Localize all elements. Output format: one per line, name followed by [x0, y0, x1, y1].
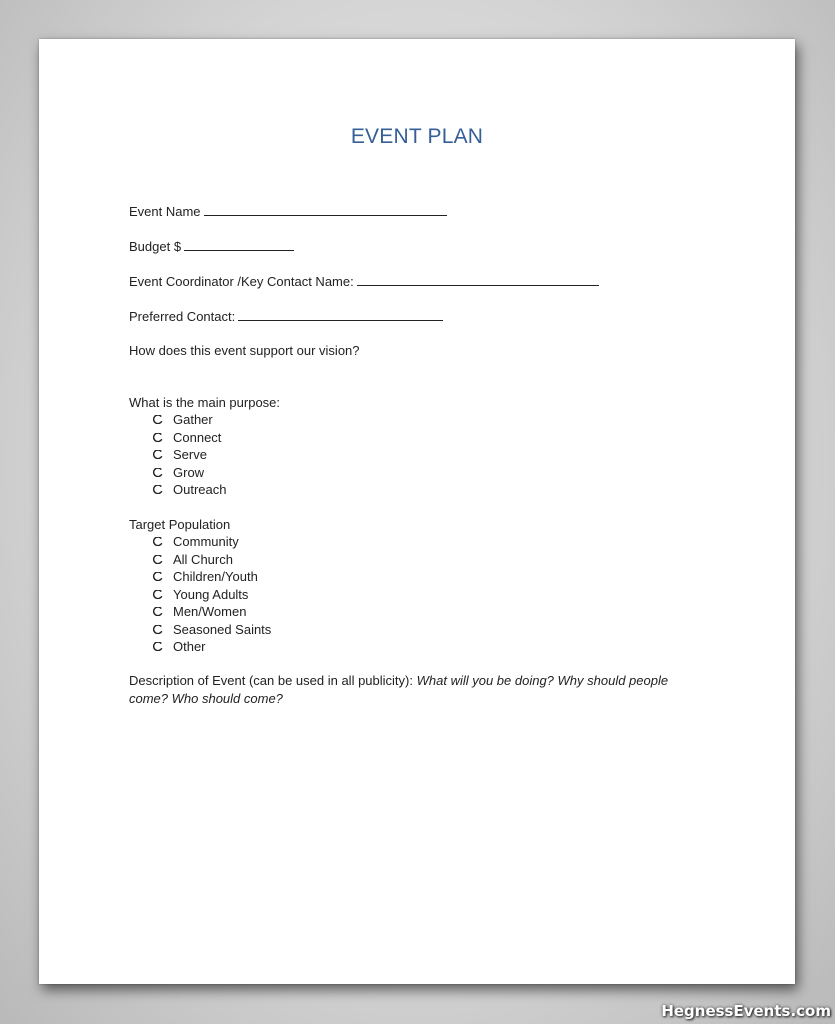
radio-icon: [152, 607, 163, 616]
budget-field: [129, 238, 294, 254]
budget-label: Budget $: [129, 239, 182, 254]
coordinator-blank[interactable]: [357, 273, 599, 286]
radio-icon: [152, 415, 163, 424]
event-name-blank[interactable]: [204, 203, 447, 216]
vision-question: How does this event support our vision?: [129, 343, 360, 358]
description-prompt: What will you be doing? Why should people come? Who should come?: [129, 673, 669, 706]
document-page: [39, 39, 795, 984]
target-option[interactable]: Children/Youth: [152, 568, 271, 586]
radio-icon: [152, 537, 163, 546]
radio-icon: [152, 590, 163, 599]
target-options: [152, 533, 271, 656]
coordinator-field: [129, 273, 599, 289]
radio-icon: [152, 642, 163, 651]
purpose-option[interactable]: Grow: [152, 464, 226, 482]
radio-icon: [152, 572, 163, 581]
event-description: [129, 672, 669, 707]
purpose-heading: What is the main purpose:: [129, 395, 281, 410]
radio-icon: [152, 433, 163, 442]
coordinator-label: Event Coordinator /Key Contact Name:: [129, 274, 354, 289]
event-name-field: [129, 203, 447, 219]
event-name-label: Event Name: [129, 204, 201, 219]
description-label: Description of Event (can be used in all publicity):: [129, 673, 413, 688]
target-heading: Target Population: [129, 517, 231, 532]
purpose-option[interactable]: Connect: [152, 429, 226, 447]
purpose-option[interactable]: Serve: [152, 446, 226, 464]
radio-icon: [152, 468, 163, 477]
preferred-contact-label: Preferred Contact:: [129, 309, 236, 324]
page-title: EVENT PLAN: [350, 125, 484, 148]
radio-icon: [152, 485, 163, 494]
budget-blank[interactable]: [184, 238, 294, 251]
radio-icon: [152, 555, 163, 564]
target-option[interactable]: Young Adults: [152, 586, 271, 604]
preferred-contact-field: [129, 308, 443, 324]
purpose-option[interactable]: Outreach: [152, 481, 226, 499]
purpose-option[interactable]: Gather: [152, 411, 226, 429]
target-option[interactable]: Men/Women: [152, 603, 271, 621]
target-option[interactable]: Seasoned Saints: [152, 621, 271, 639]
purpose-options: [152, 411, 226, 499]
target-option[interactable]: Other: [152, 638, 271, 656]
radio-icon: [152, 450, 163, 459]
radio-icon: [152, 625, 163, 634]
watermark: HegnessEvents.com: [661, 1002, 831, 1020]
target-option[interactable]: Community: [152, 533, 271, 551]
target-option[interactable]: All Church: [152, 551, 271, 569]
preferred-contact-blank[interactable]: [238, 308, 443, 321]
